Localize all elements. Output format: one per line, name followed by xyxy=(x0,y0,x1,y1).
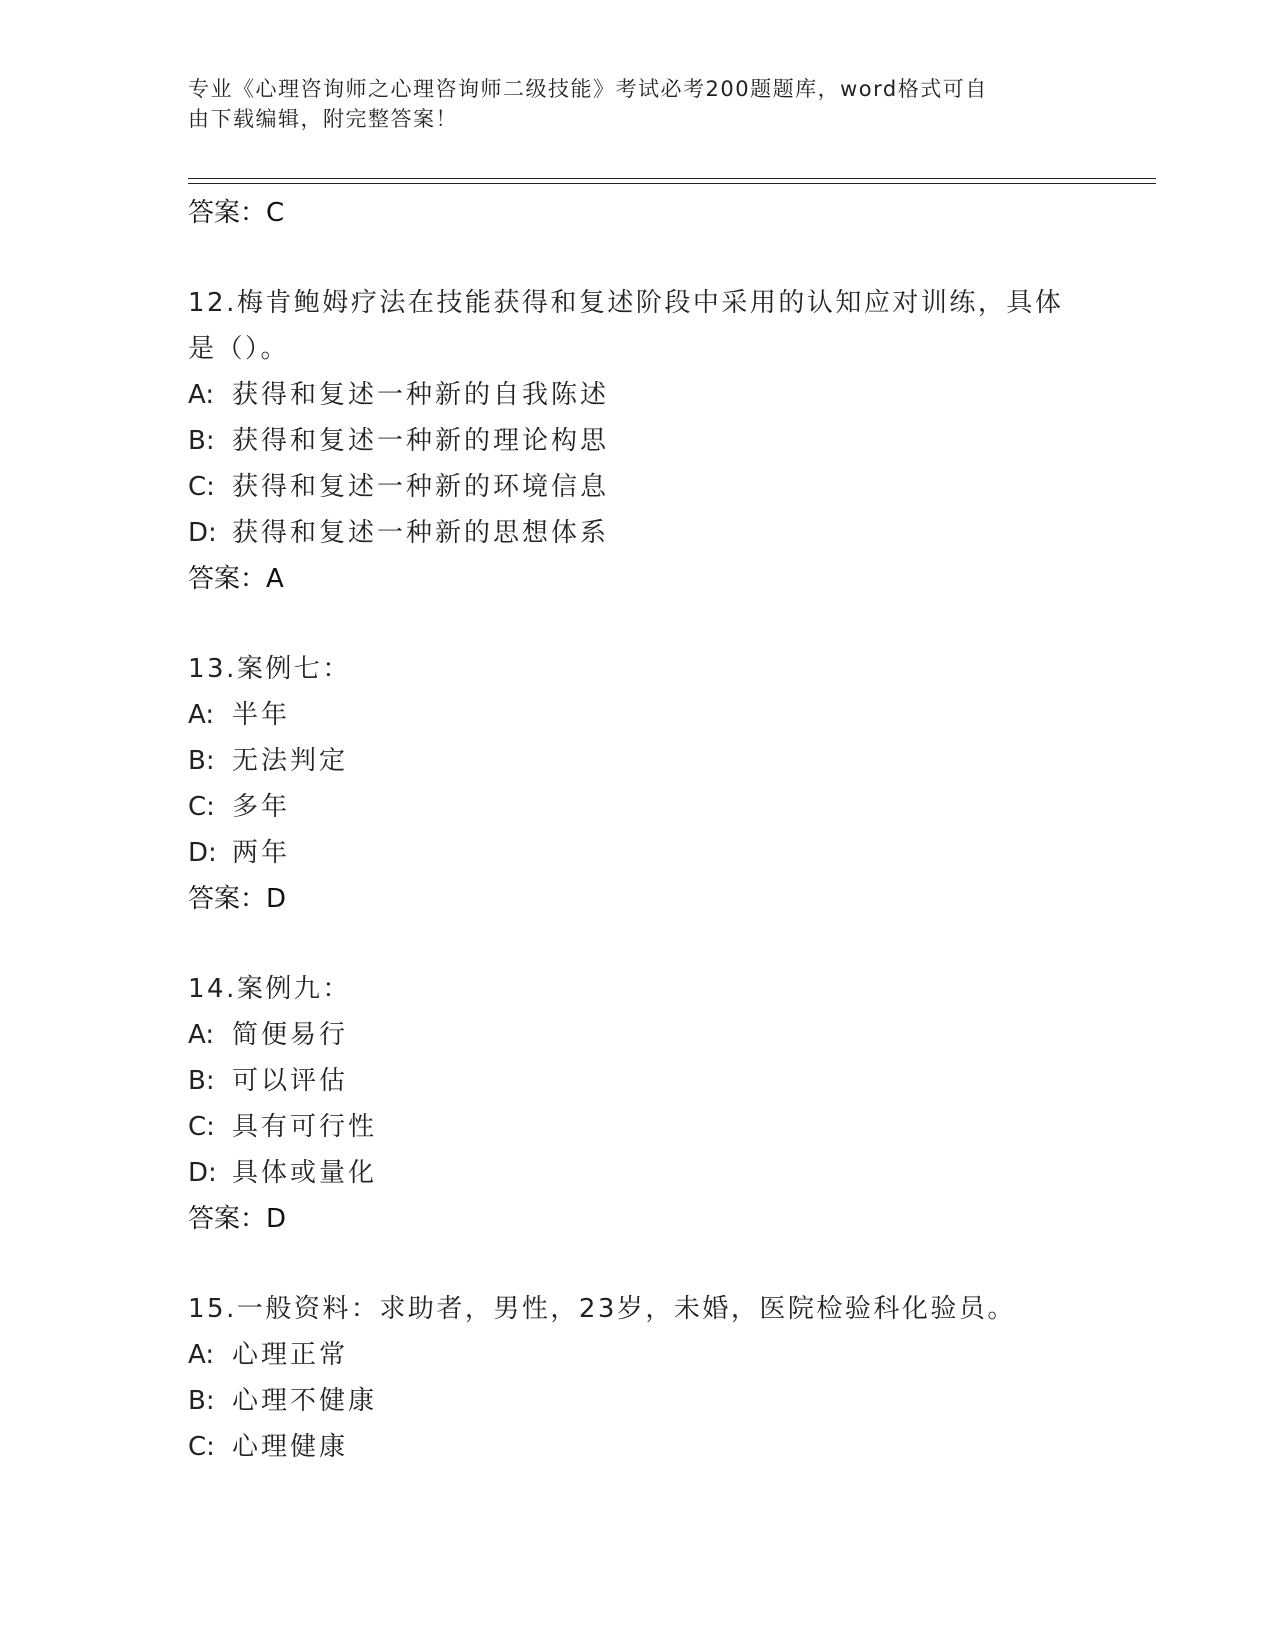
option-text: 可以评估 xyxy=(232,1066,349,1096)
option-a xyxy=(188,1012,1088,1058)
spacer xyxy=(188,922,1088,966)
option-text: 半年 xyxy=(232,700,291,730)
option-c xyxy=(188,1104,1088,1150)
option-key: D: xyxy=(188,518,217,548)
option-key: C: xyxy=(188,472,215,502)
option-c xyxy=(188,784,1088,830)
document-body xyxy=(188,190,1088,1470)
option-b xyxy=(188,1058,1088,1104)
option-b xyxy=(188,418,1088,464)
option-key: B: xyxy=(188,1386,215,1416)
question-13 xyxy=(188,646,1088,922)
option-key: A: xyxy=(188,380,215,410)
spacer xyxy=(188,1242,1088,1286)
option-key: B: xyxy=(188,1066,215,1096)
option-text: 无法判定 xyxy=(232,746,349,776)
question-title: 14.案例九： xyxy=(188,974,351,1004)
question-14 xyxy=(188,966,1088,1242)
previous-answer: 答案：C xyxy=(188,198,285,228)
option-text: 心理不健康 xyxy=(232,1386,378,1416)
option-key: C: xyxy=(188,1112,215,1142)
document-header xyxy=(188,74,1088,134)
header-line-1: 专业《心理咨询师之心理咨询师二级技能》考试必考200题题库，word格式可自 xyxy=(188,77,988,101)
option-key: C: xyxy=(188,1432,215,1462)
option-text: 多年 xyxy=(232,792,291,822)
option-key: A: xyxy=(188,700,215,730)
option-text: 心理正常 xyxy=(232,1340,349,1370)
option-text: 两年 xyxy=(232,838,291,868)
spacer xyxy=(188,602,1088,646)
option-d xyxy=(188,510,1088,556)
question-title: 13.案例七： xyxy=(188,654,351,684)
option-text: 具体或量化 xyxy=(232,1158,378,1188)
question-15 xyxy=(188,1286,1088,1470)
question-12 xyxy=(188,280,1088,602)
option-key: A: xyxy=(188,1020,215,1050)
header-rule-bottom xyxy=(188,183,1156,184)
option-text: 心理健康 xyxy=(232,1432,349,1462)
answer: 答案：D xyxy=(188,884,287,914)
question-title-continued: 是（）。 xyxy=(188,334,290,364)
option-d xyxy=(188,1150,1088,1196)
header-rule-top xyxy=(188,178,1156,179)
option-text: 具有可行性 xyxy=(232,1112,378,1142)
question-title: 12.梅肯鲍姆疗法在技能获得和复述阶段中采用的认知应对训练，具体 xyxy=(188,288,1064,318)
option-key: D: xyxy=(188,1158,217,1188)
spacer xyxy=(188,236,1088,280)
option-text: 获得和复述一种新的自我陈述 xyxy=(232,380,610,410)
option-key: A: xyxy=(188,1340,215,1370)
option-text: 简便易行 xyxy=(232,1020,349,1050)
option-text: 获得和复述一种新的思想体系 xyxy=(232,518,610,548)
option-b xyxy=(188,1378,1088,1424)
option-a xyxy=(188,692,1088,738)
option-key: B: xyxy=(188,746,215,776)
answer: 答案：D xyxy=(188,1204,287,1234)
header-line-2: 由下载编辑，附完整答案！ xyxy=(188,107,458,131)
option-c xyxy=(188,464,1088,510)
option-b xyxy=(188,738,1088,784)
answer: 答案：A xyxy=(188,564,284,594)
option-a xyxy=(188,1332,1088,1378)
option-d xyxy=(188,830,1088,876)
option-a xyxy=(188,372,1088,418)
question-title: 15.一般资料：求助者，男性，23岁，未婚，医院检验科化验员。 xyxy=(188,1294,1016,1324)
option-key: D: xyxy=(188,838,217,868)
option-c xyxy=(188,1424,1088,1470)
option-text: 获得和复述一种新的环境信息 xyxy=(232,472,610,502)
option-key: B: xyxy=(188,426,215,456)
option-text: 获得和复述一种新的理论构思 xyxy=(232,426,610,456)
option-key: C: xyxy=(188,792,215,822)
